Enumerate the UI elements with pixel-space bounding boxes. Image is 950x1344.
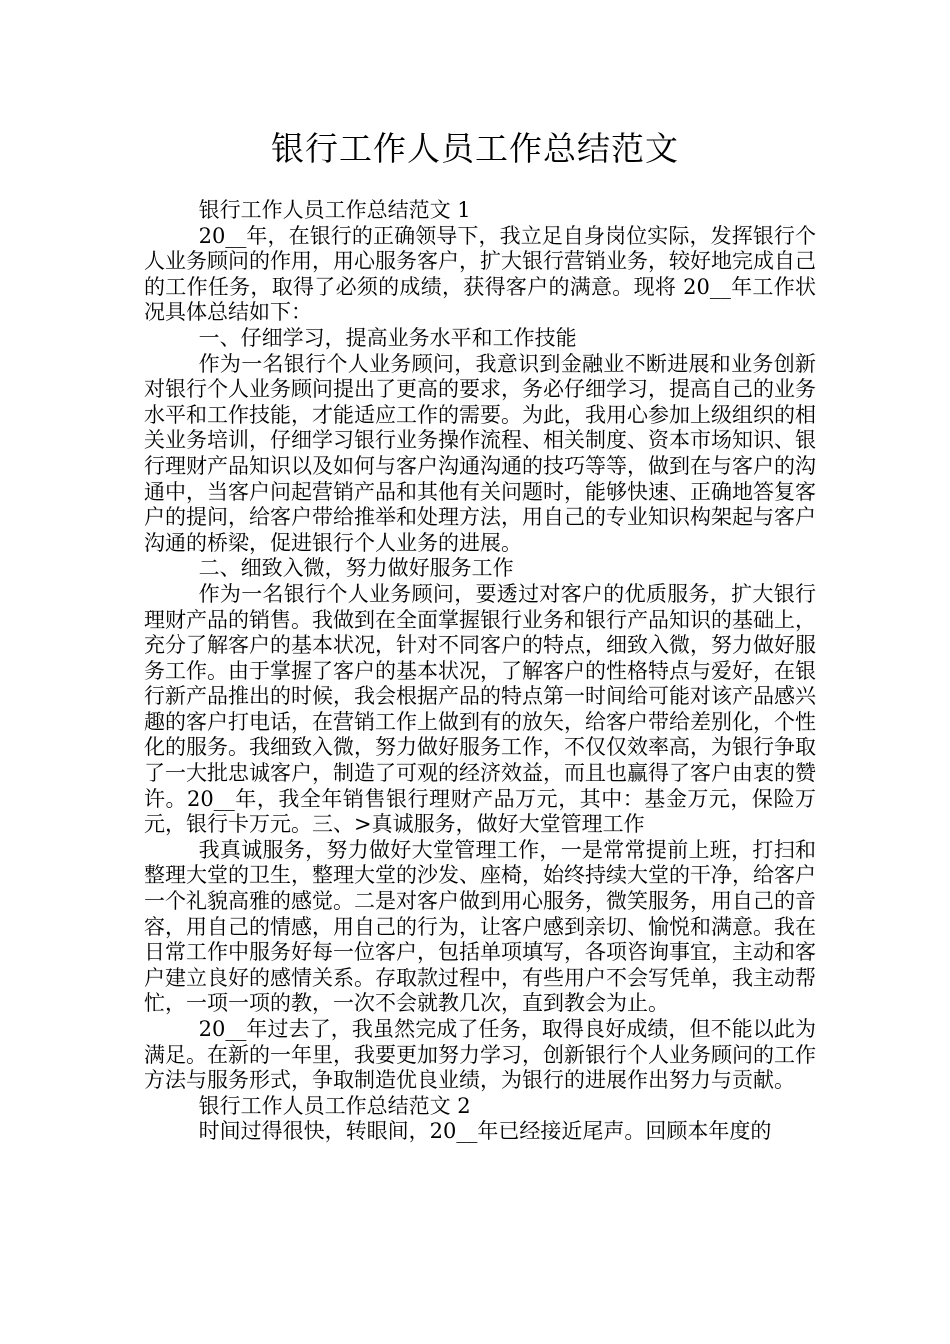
- subheading-study: 一、仔细学习，提高业务水平和工作技能: [198, 325, 577, 350]
- conclusion-paragraph: 20__年过去了，我虽然完成了任务，取得良好成绩，但不能以此为满足。在新的一年里，我要更加努力学习，创新银行个人业务顾问的工作方法与服务形式，争取制造优良业绩，为银行的进展作出努力与贡献。: [144, 1017, 816, 1093]
- intro-paragraph: 20__年，在银行的正确领导下，我立足自身岗位实际，发挥银行个人业务顾问的作用，用心服务客户，扩大银行营销业务，较好地完成自己的工作任务，取得了必须的成绩，获得客户的满意。现将 20__年工作状况具体总结如下：: [144, 223, 816, 325]
- section-2-paragraph: 时间过得很快，转眼间，20__年已经接近尾声。回顾本年度的: [198, 1119, 772, 1144]
- section-heading-2: 银行工作人员工作总结范文 2: [198, 1093, 471, 1118]
- study-paragraph: 作为一名银行个人业务顾问，我意识到金融业不断进展和业务创新对银行个人业务顾问提出了更高的要求，务必仔细学习，提高自己的业务水平和工作技能，才能适应工作的需要。为此，我用心参加上级组织的相关业务培训，仔细学习银行业务操作流程、相关制度、资本市场知识、银行理财产品知识以及如何与客户沟通沟通的技巧等等，做到在与客户的沟通中，当客户问起营销产品和其他有关问题时，能够快速、正确地答复客户的提问，给客户带给推举和处理方法，用自己的专业知识构架起与客户沟通的桥梁，促进银行个人业务的进展。: [144, 351, 816, 555]
- lobby-paragraph: 我真诚服务，努力做好大堂管理工作，一是常常提前上班，打扫和整理大堂的卫生，整理大堂的沙发、座椅，始终持续大堂的干净，给客户一个礼貌高雅的感觉。二是对客户做到用心服务，微笑服务，用自己的音容，用自己的情感，用自己的行为，让客户感到亲切、愉悦和满意。我在日常工作中服务好每一位客户，包括单项填写，各项咨询事宜，主动和客户建立良好的感情关系。存取款过程中，有些用户不会写凭单，我主动帮忙，一项一项的教，一次不会就教几次，直到教会为止。: [144, 837, 816, 1016]
- service-paragraph: 作为一名银行个人业务顾问，要透过对客户的优质服务，扩大银行理财产品的销售。我做到在全面掌握银行业务和银行产品知识的基础上，充分了解客户的基本状况，针对不同客户的特点，细致入微，努力做好服务工作。由于掌握了客户的基本状况，了解客户的性格特点与爱好，在银行新产品推出的时候，我会根据产品的特点第一时间给可能对该产品感兴趣的客户打电话，在营销工作上做到有的放矢，给客户带给差别化，个性化的服务。我细致入微，努力做好服务工作，不仅仅效率高，为银行争取了一大批忠诚客户，制造了可观的经济效益，而且也赢得了客户由衷的赞许。20__年，我全年销售银行理财产品万元，其中：基金万元，保险万元，银行卡万元。三、>真诚服务，做好大堂管理工作: [144, 581, 816, 837]
- section-heading-1: 银行工作人员工作总结范文 1: [198, 198, 471, 222]
- subheading-service: 二、细致入微，努力做好服务工作: [198, 556, 514, 581]
- document-body: [144, 198, 816, 1145]
- document-title: 银行工作人员工作总结范文: [271, 129, 679, 168]
